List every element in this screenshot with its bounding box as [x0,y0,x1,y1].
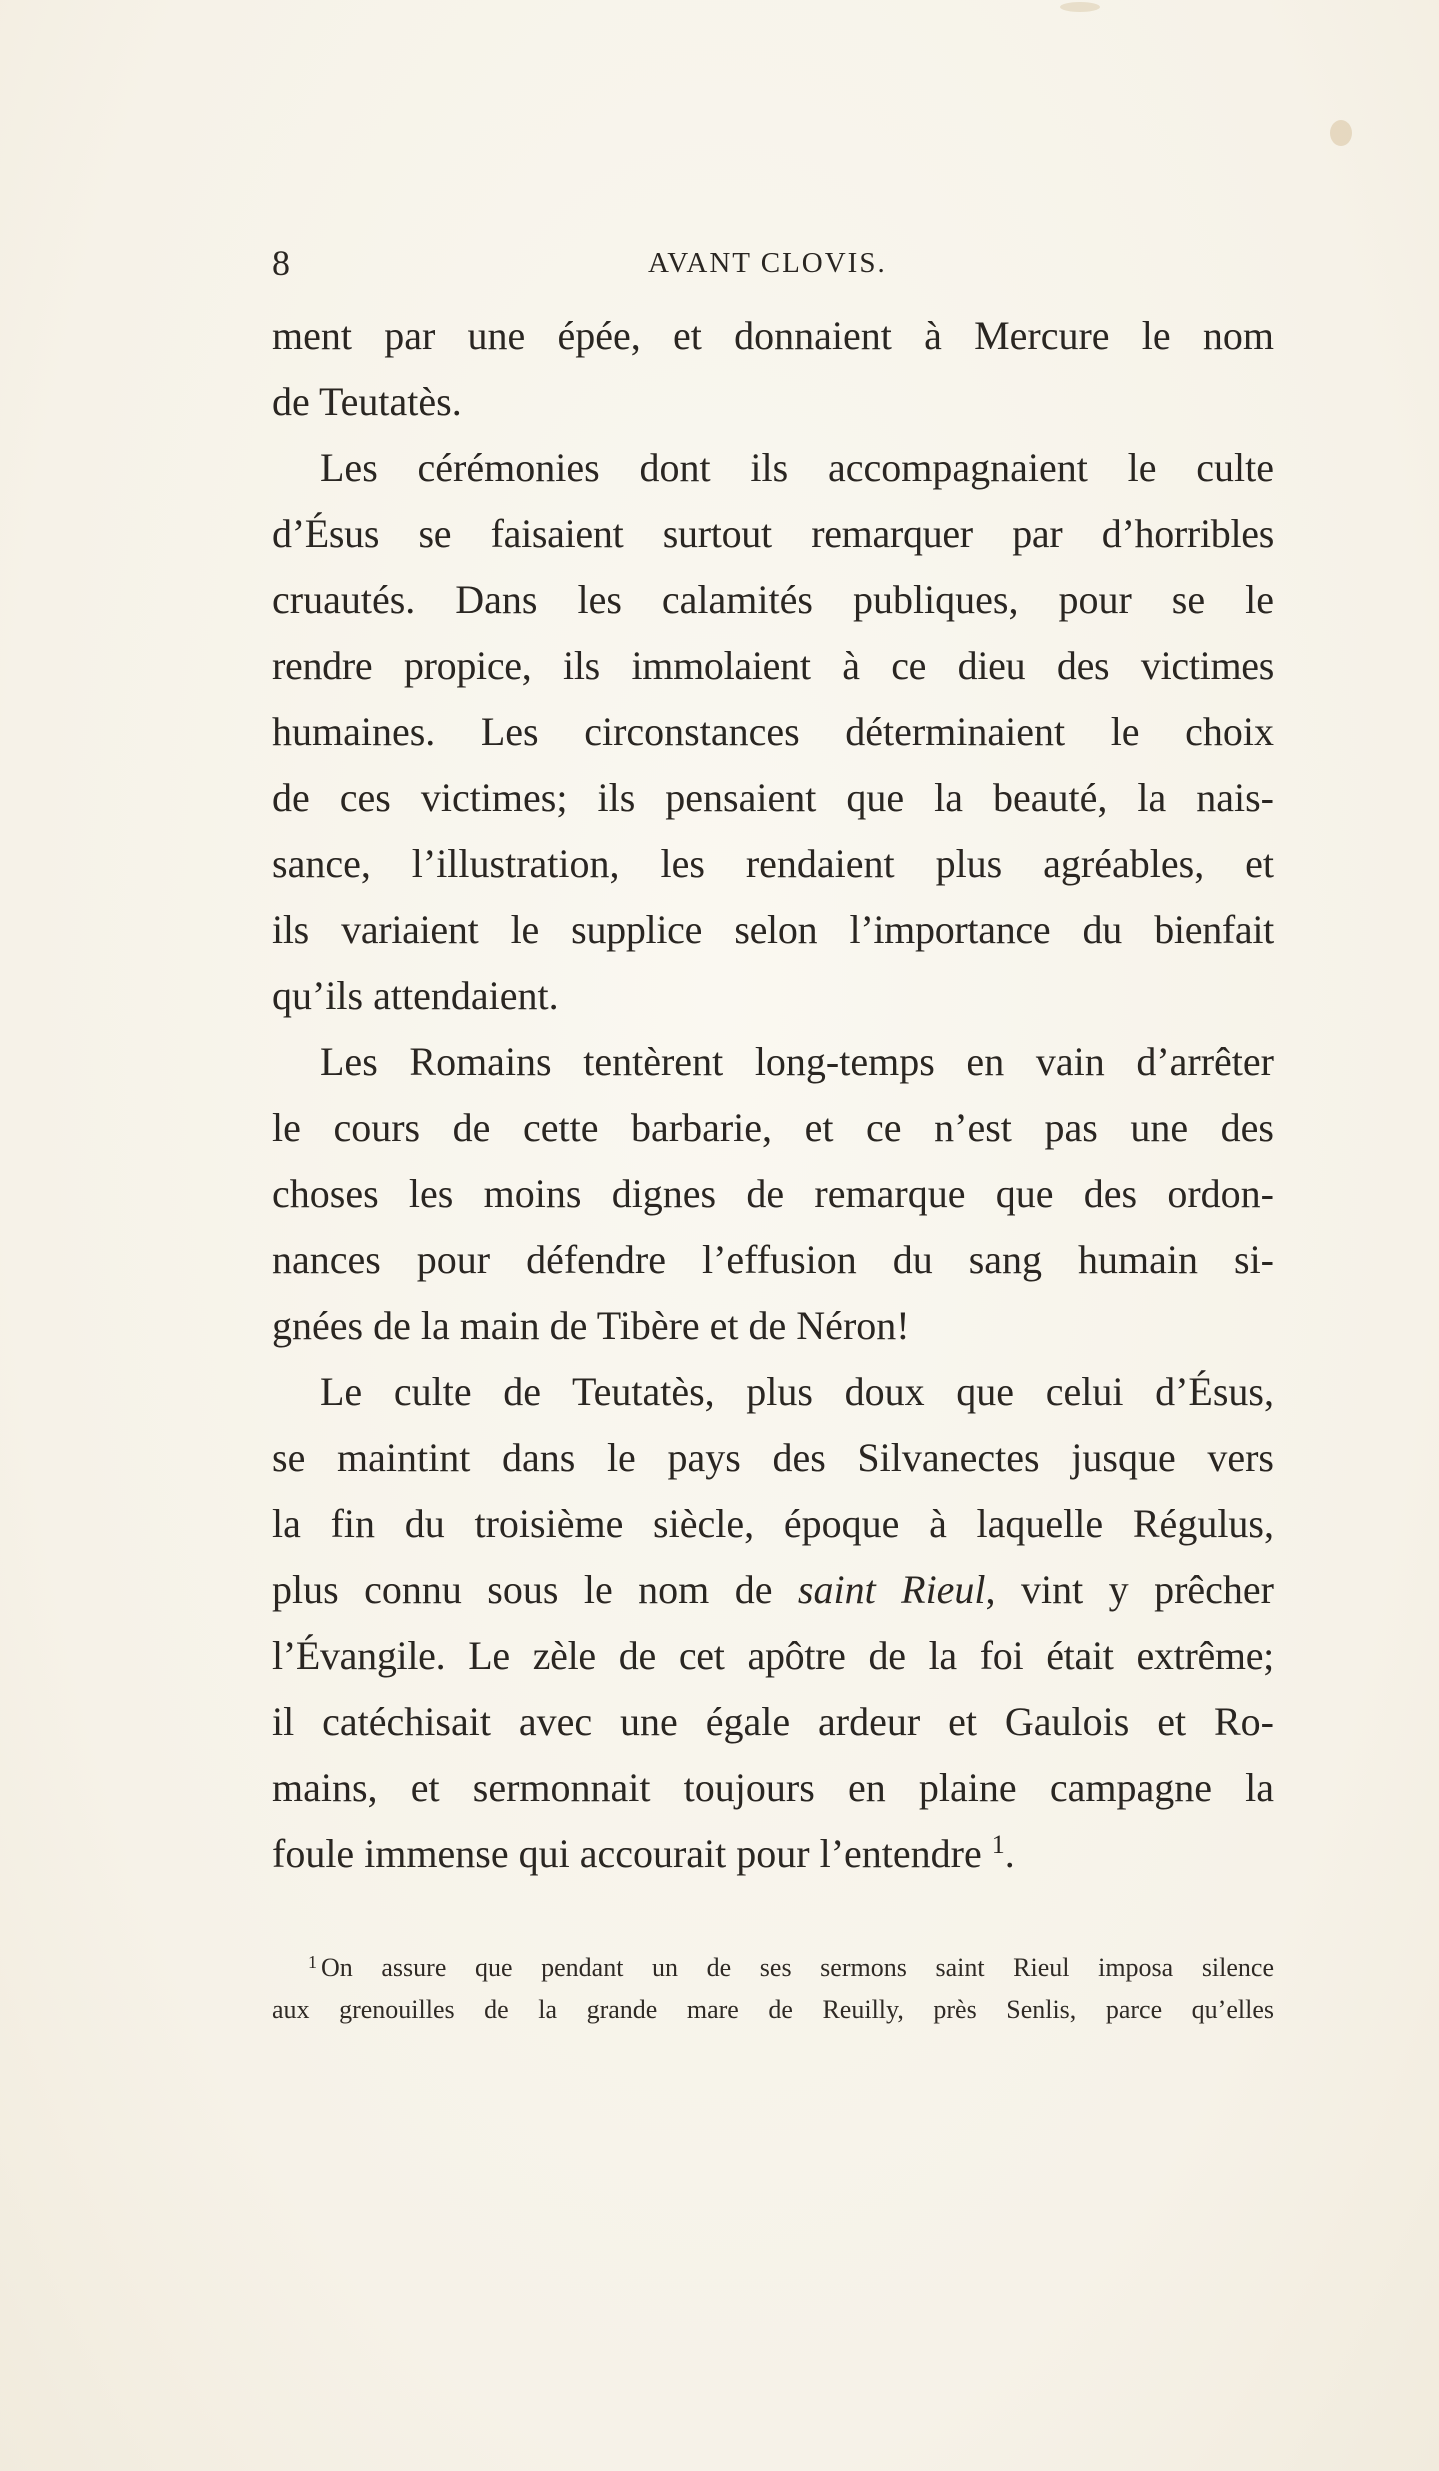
text-line: humaines. Les circonstances déterminaient le choix [272,709,1274,754]
text-line [272,1557,1274,1623]
footnote-line: aux grenouilles de la grande mare de Reuilly, près Senlis, parce qu’elles [272,1995,1274,2024]
text-line: Le culte de Teutatès, plus doux que celui d’Ésus, [320,1369,1274,1414]
text-line: cruautés. Dans les calamités publiques, pour se le [272,577,1274,622]
text-run: On assure que pendant un de ses sermons saint Rieul imposa silence [321,1953,1274,1982]
footnotes [272,1938,1274,2034]
paper-stain [1060,2,1100,12]
text-line: gnées de la main de Tibère et de Néron! [272,1303,910,1348]
text-run: . [1004,1831,1015,1876]
text-line: d’Ésus se faisaient surtout remarquer par d’horribles [272,511,1274,556]
text-line [272,1821,1274,1887]
text-line: sance, l’illustration, les rendaient plus agréables, et [272,841,1274,886]
footnote-reference: 1 [991,1830,1005,1859]
text-line: nances pour défendre l’effusion du sang humain si- [272,1237,1274,1282]
text-line: Les Romains tentèrent long-temps en vain d’arrêter [320,1039,1274,1084]
text-line: choses les moins dignes de remarque que des ordon- [272,1171,1274,1216]
paper-stain [1330,120,1352,146]
text-line: qu’ils attendaient. [272,973,559,1018]
text-line: mains, et sermonnait toujours en plaine campagne la [272,1765,1274,1810]
text-line: la fin du troisième siècle, époque à laquelle Régulus, [272,1501,1274,1546]
text-line: se maintint dans le pays des Silvanectes jusque vers [272,1435,1274,1480]
footnote-marker: 1 [308,1952,317,1972]
running-head [0,238,1439,288]
body-text [272,303,1274,1887]
text-line: rendre propice, ils immolaient à ce dieu des victimes [272,643,1274,688]
text-line: ment par une épée, et donnaient à Mercure le nom [272,313,1274,358]
text-line: de ces victimes; ils pensaient que la beauté, la nais- [272,775,1274,820]
text-line: de Teutatès. [272,379,462,424]
text-line: le cours de cette barbarie, et ce n’est pas une des [272,1105,1274,1150]
page-number: 8 [272,243,290,283]
footnote-line [272,1938,1274,1986]
text-run: foule immense qui accourait pour l’entendre [272,1831,992,1876]
text-line: ils variaient le supplice selon l’importance du bienfait [272,907,1274,952]
text-line: l’Évangile. Le zèle de cet apôtre de la foi était extrême; [272,1633,1274,1678]
text-run: plus connu sous le nom de [272,1567,798,1612]
italic-name: saint Rieul [797,1567,986,1612]
text-line: Les cérémonies dont ils accompagnaient le culte [320,445,1274,490]
text-line: il catéchisait avec une égale ardeur et Gaulois et Ro- [272,1699,1274,1744]
running-title: AVANT CLOVIS. [648,247,887,279]
text-run: , vint y prêcher [985,1567,1274,1612]
